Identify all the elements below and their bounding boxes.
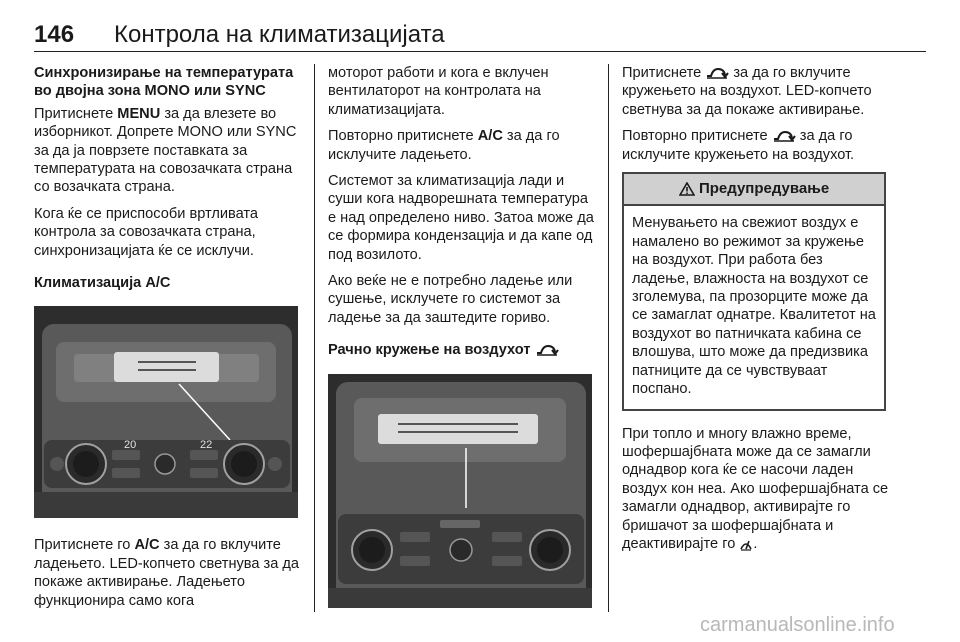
menu-key-label: MENU (117, 105, 161, 122)
paragraph: Ако веќе не е потребно ладење или сушење, исклучете го системот за ладење за да заштедите гориво. (328, 273, 573, 326)
paragraph: моторот работи и кога е вклучен вентилаторот на контролата на климатизацијата. (328, 65, 549, 118)
column-divider (314, 64, 315, 612)
warning-header (624, 174, 884, 206)
ac-control-figure (34, 306, 298, 518)
air-recirculation-icon (772, 129, 796, 143)
column-divider (608, 64, 609, 612)
paragraph: Притиснете за да го вклучите кружењето на воздухот. LED-копчето светнува за да покаже активирање. (622, 65, 872, 118)
paragraph: При топло и многу влажно време, шофершајбната може да се замагли однадвор кога ќе се насочи ладен воздух кон неа. Ако шофершајбната се замагли однадвор, активирајте го бришачот за шофершајбната и деактивирајте го . (622, 425, 889, 552)
right-temp-display: 22 (200, 439, 213, 452)
ac-key-label: A/C (477, 128, 503, 145)
section-heading-recirculation: Рачно кружење на воздухот (328, 341, 596, 359)
column-1 (34, 64, 302, 618)
chapter-title: Контрола на климатизацијата (114, 21, 445, 48)
column-3 (622, 64, 890, 561)
windshield-wiper-icon (739, 537, 753, 551)
page-number: 146 (34, 21, 75, 48)
page-header (34, 18, 926, 52)
section-heading-dual-zone: Синхронизирање на температурата во двојна зона MONO или SYNC (34, 65, 294, 100)
section-heading-ac: Климатизација A/C (34, 275, 171, 292)
air-recirculation-icon (535, 343, 559, 357)
air-recirculation-icon (705, 66, 729, 80)
paragraph: Притиснете го A/C за да го вклучите ладењето. LED-копчето светнува за да покаже активирање. Ладењето функционира само кога (34, 537, 300, 609)
climate-panel-illustration (34, 306, 298, 518)
paragraph: Кога ќе се приспособи вртливата контрола за совозачката страна, синхронизацијата ќе се исклучи. (34, 205, 259, 259)
climate-panel-illustration (328, 374, 592, 608)
watermark: carmanualsonline.info (700, 614, 895, 636)
paragraph: Повторно притиснете за да го исклучите кружењето на воздухот. (622, 128, 855, 163)
ac-key-label: A/C (134, 537, 160, 554)
warning-body: Менувањето на свежиот воздух е намалено во режимот за кружење на воздухот. При работа без ладење, влажноста на воздухот се зголемува, па прозорците може да се замаглат однатре. Квалитетот на воздухот во патничката кабина се влошува, што може да предизвика патниците да се чувствуваат поспано. (632, 215, 876, 398)
paragraph: Системот за климатизација лади и суши кога надворешната температура е над определено ниво. Затоа може да се формира кондензација и да капе од под возилото. (328, 173, 594, 263)
warning-title: Предупредување (698, 180, 830, 198)
recirculation-figure (328, 374, 592, 608)
paragraph: Притиснете MENU за да влезете во изборникот. Допрете MONO или SYNC за да ја поврзете поставката за температурата на совозачката страна со возачката страна. (34, 105, 297, 196)
warning-triangle-icon (679, 182, 695, 196)
warning-box (622, 172, 886, 410)
left-temp-display: 20 (124, 439, 137, 452)
paragraph: Повторно притиснете A/C за да го исклучите ладењето. (328, 128, 560, 163)
column-2 (328, 64, 596, 626)
